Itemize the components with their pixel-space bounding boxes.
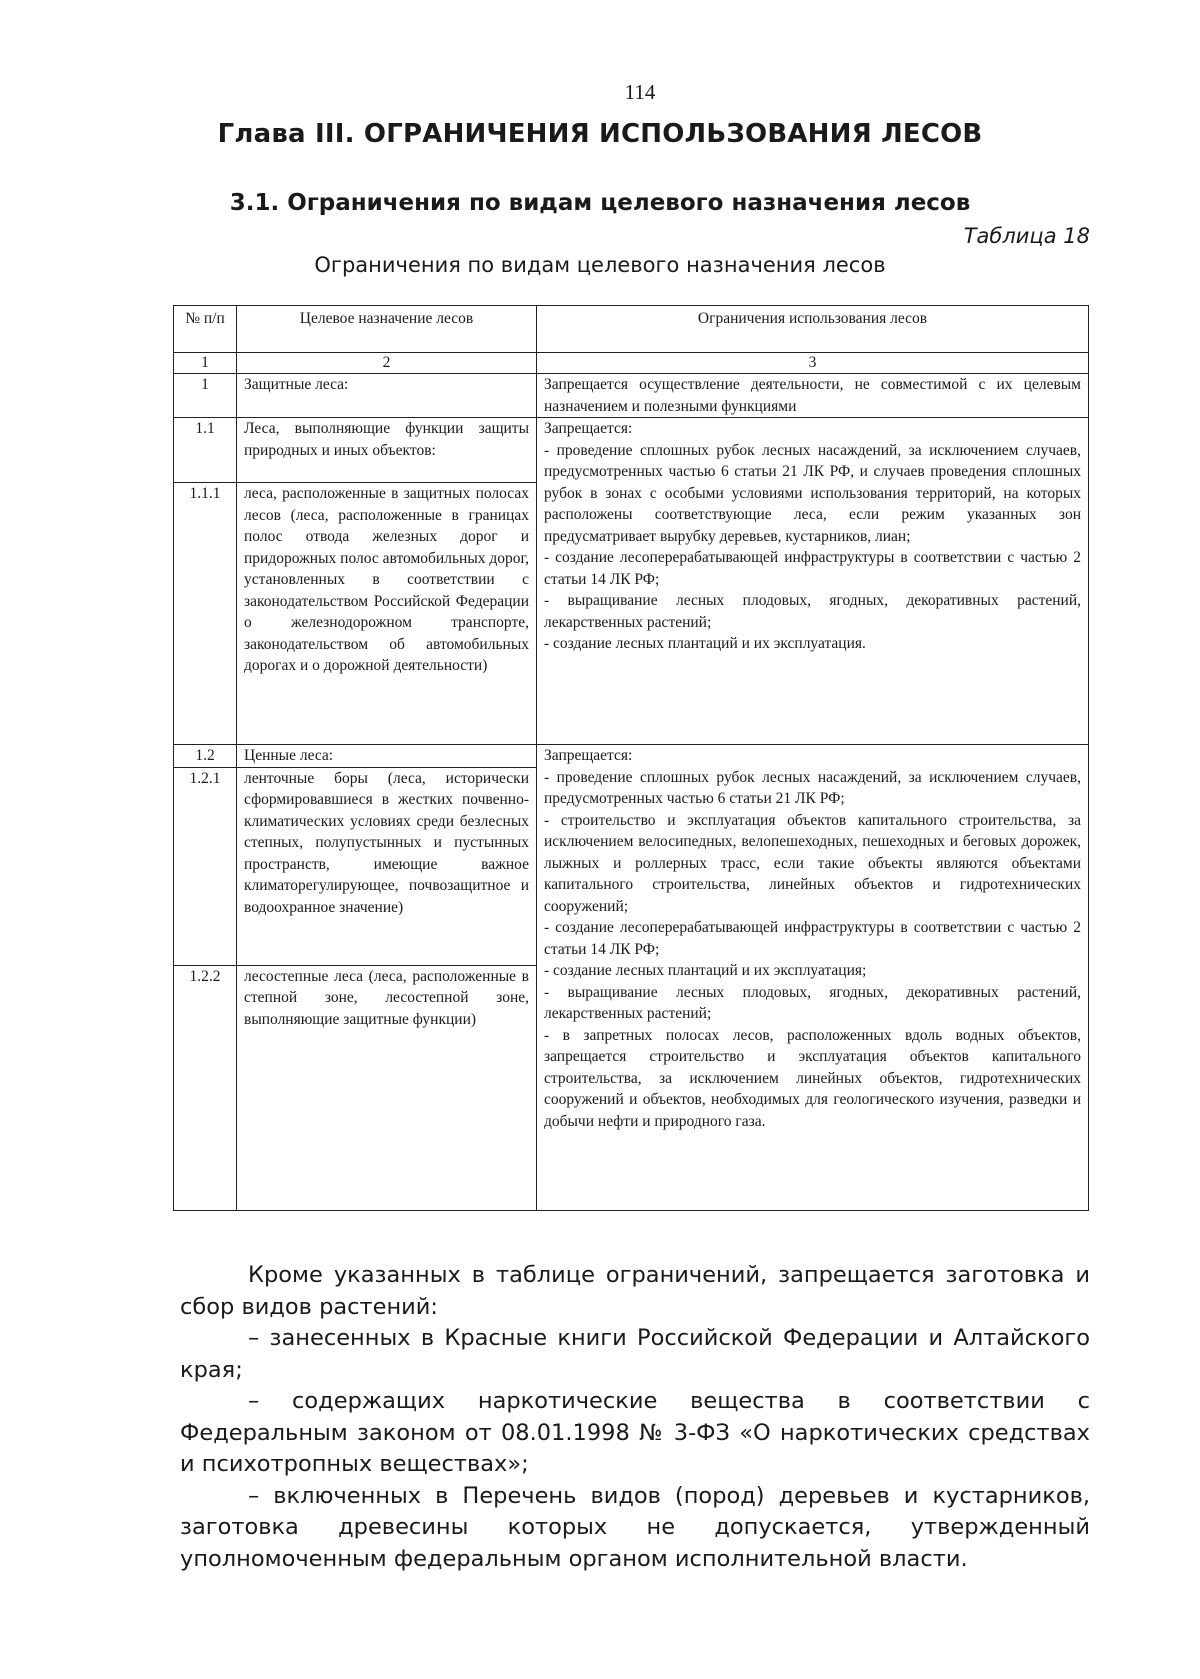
restriction-line: - в запретных полосах лесов, расположенных вдоль водных объектов, запрещается строительство и эксплуатация объектов капитального строительства, за исключением линейных объектов, гидротехнических сооружений и объектов, необходимых для геологического изучения, разведки и добычи нефти и природного газа. xyxy=(544,1026,1081,1130)
row-number: 1.2 xyxy=(174,745,237,768)
row-number: 1.1.1 xyxy=(174,483,237,745)
column-number: 2 xyxy=(237,353,537,374)
table-caption: Ограничения по видам целевого назначения лесов xyxy=(314,253,886,277)
row-restrictions: Запрещается осуществление деятельности, не совместимой с их целевым назначением и полезными функциями xyxy=(537,374,1089,418)
body-item: – занесенных в Красные книги Российской Федерации и Алтайского края; xyxy=(180,1325,1090,1383)
row-number: 1.2.1 xyxy=(174,767,237,965)
restriction-line: - проведение сплошных рубок лесных насаждений, за исключением случаев, предусмотренных частью 6 статьи 21 ЛК РФ, и случаев проведения сплошных рубок в зонах с особыми условиями использования территорий, на которых расположены соответствующие леса, если режим указанных зон предусматривает вырубку деревьев, кустарников, лиан; xyxy=(544,441,1081,545)
row-purpose: лесостепные леса (леса, расположенные в степной зоне, лесостепной зоне, выполняющие защитные функции) xyxy=(237,965,537,1210)
column-number: 1 xyxy=(174,353,237,374)
restrictions-group-1 xyxy=(537,418,1089,745)
body-item: – содержащих наркотические вещества в соответствии с Федеральным законом от 08.01.1998 № 3-ФЗ «О наркотических средствах и психотропных веществах»; xyxy=(180,1388,1090,1477)
restriction-line: - создание лесоперерабатывающей инфраструктуры в соответствии с частью 2 статьи 14 ЛК РФ; xyxy=(544,549,1081,588)
row-purpose: Ценные леса: xyxy=(237,745,537,768)
page-number: 114 xyxy=(624,80,656,104)
restriction-line: - проведение сплошных рубок лесных насаждений, за исключением случаев, предусмотренных частью 6 статьи 21 ЛК РФ; xyxy=(544,768,1081,807)
restriction-line: - строительство и эксплуатация объектов капитального строительства, за исключением велосипедных, велопешеходных, пешеходных и беговых дорожек, лыжных и роллерных трасс, если такие объекты являются объектами капитального строительства, линейных объектов и гидротехнических сооружений; xyxy=(544,811,1081,915)
restriction-line: Запрещается: xyxy=(544,420,633,437)
header-restrictions: Ограничения использования лесов xyxy=(537,306,1089,353)
row-purpose: ленточные боры (леса, исторически сформировавшиеся в жестких почвенно-климатических условиях среди безлесных степных, полупустынных и пустынных пространств, имеющие важное климаторегулирующее, почвозащитное и водоохранное значение) xyxy=(237,767,537,965)
restriction-line: - создание лесных плантаций и их эксплуатация; xyxy=(544,962,867,979)
header-purpose: Целевое назначение лесов xyxy=(237,306,537,353)
chapter-title: Глава III. ОГРАНИЧЕНИЯ ИСПОЛЬЗОВАНИЯ ЛЕСОВ xyxy=(217,119,983,149)
column-number: 3 xyxy=(537,353,1089,374)
column-number-row xyxy=(174,353,1089,374)
restrictions-group-2 xyxy=(537,745,1089,1211)
body-text xyxy=(180,1260,1090,1575)
restrictions-table xyxy=(173,305,1089,1211)
table-header-row xyxy=(174,306,1089,353)
row-number: 1.2.2 xyxy=(174,965,237,1210)
table-row xyxy=(174,374,1089,418)
row-purpose: Защитные леса: xyxy=(237,374,537,418)
body-item: – включенных в Перечень видов (пород) деревьев и кустарников, заготовка древесины которых не допускается, утвержденный уполномоченным федеральным органом исполнительной власти. xyxy=(180,1482,1090,1572)
section-title: 3.1. Ограничения по видам целевого назначения лесов xyxy=(229,190,971,216)
restriction-line: - создание лесоперерабатывающей инфраструктуры в соответствии с частью 2 статьи 14 ЛК РФ; xyxy=(544,919,1081,958)
row-purpose: Леса, выполняющие функции защиты природных и иных объектов: xyxy=(237,418,537,483)
table-label: Таблица 18 xyxy=(963,224,1090,248)
header-num: № п/п xyxy=(174,306,237,353)
body-intro: Кроме указанных в таблице ограничений, запрещается заготовка и сбор видов растений: xyxy=(180,1262,1090,1320)
row-number: 1 xyxy=(174,374,237,418)
restriction-line: - создание лесных плантаций и их эксплуатация. xyxy=(544,635,866,652)
row-number: 1.1 xyxy=(174,418,237,483)
table-row xyxy=(174,418,1089,483)
restriction-line: Запрещается: xyxy=(544,747,633,764)
table-row xyxy=(174,745,1089,768)
row-purpose: леса, расположенные в защитных полосах лесов (леса, расположенные в границах полос отвода железных дорог и придорожных полос автомобильных дорог, установленных в соответствии с законодательством Российской Федерации о железнодорожном транспорте, законодательством об автомобильных дорогах и о дорожной деятельности) xyxy=(237,483,537,745)
restriction-line: - выращивание лесных плодовых, ягодных, декоративных растений, лекарственных растений; xyxy=(544,983,1081,1022)
restriction-line: - выращивание лесных плодовых, ягодных, декоративных растений, лекарственных растений; xyxy=(544,592,1081,631)
